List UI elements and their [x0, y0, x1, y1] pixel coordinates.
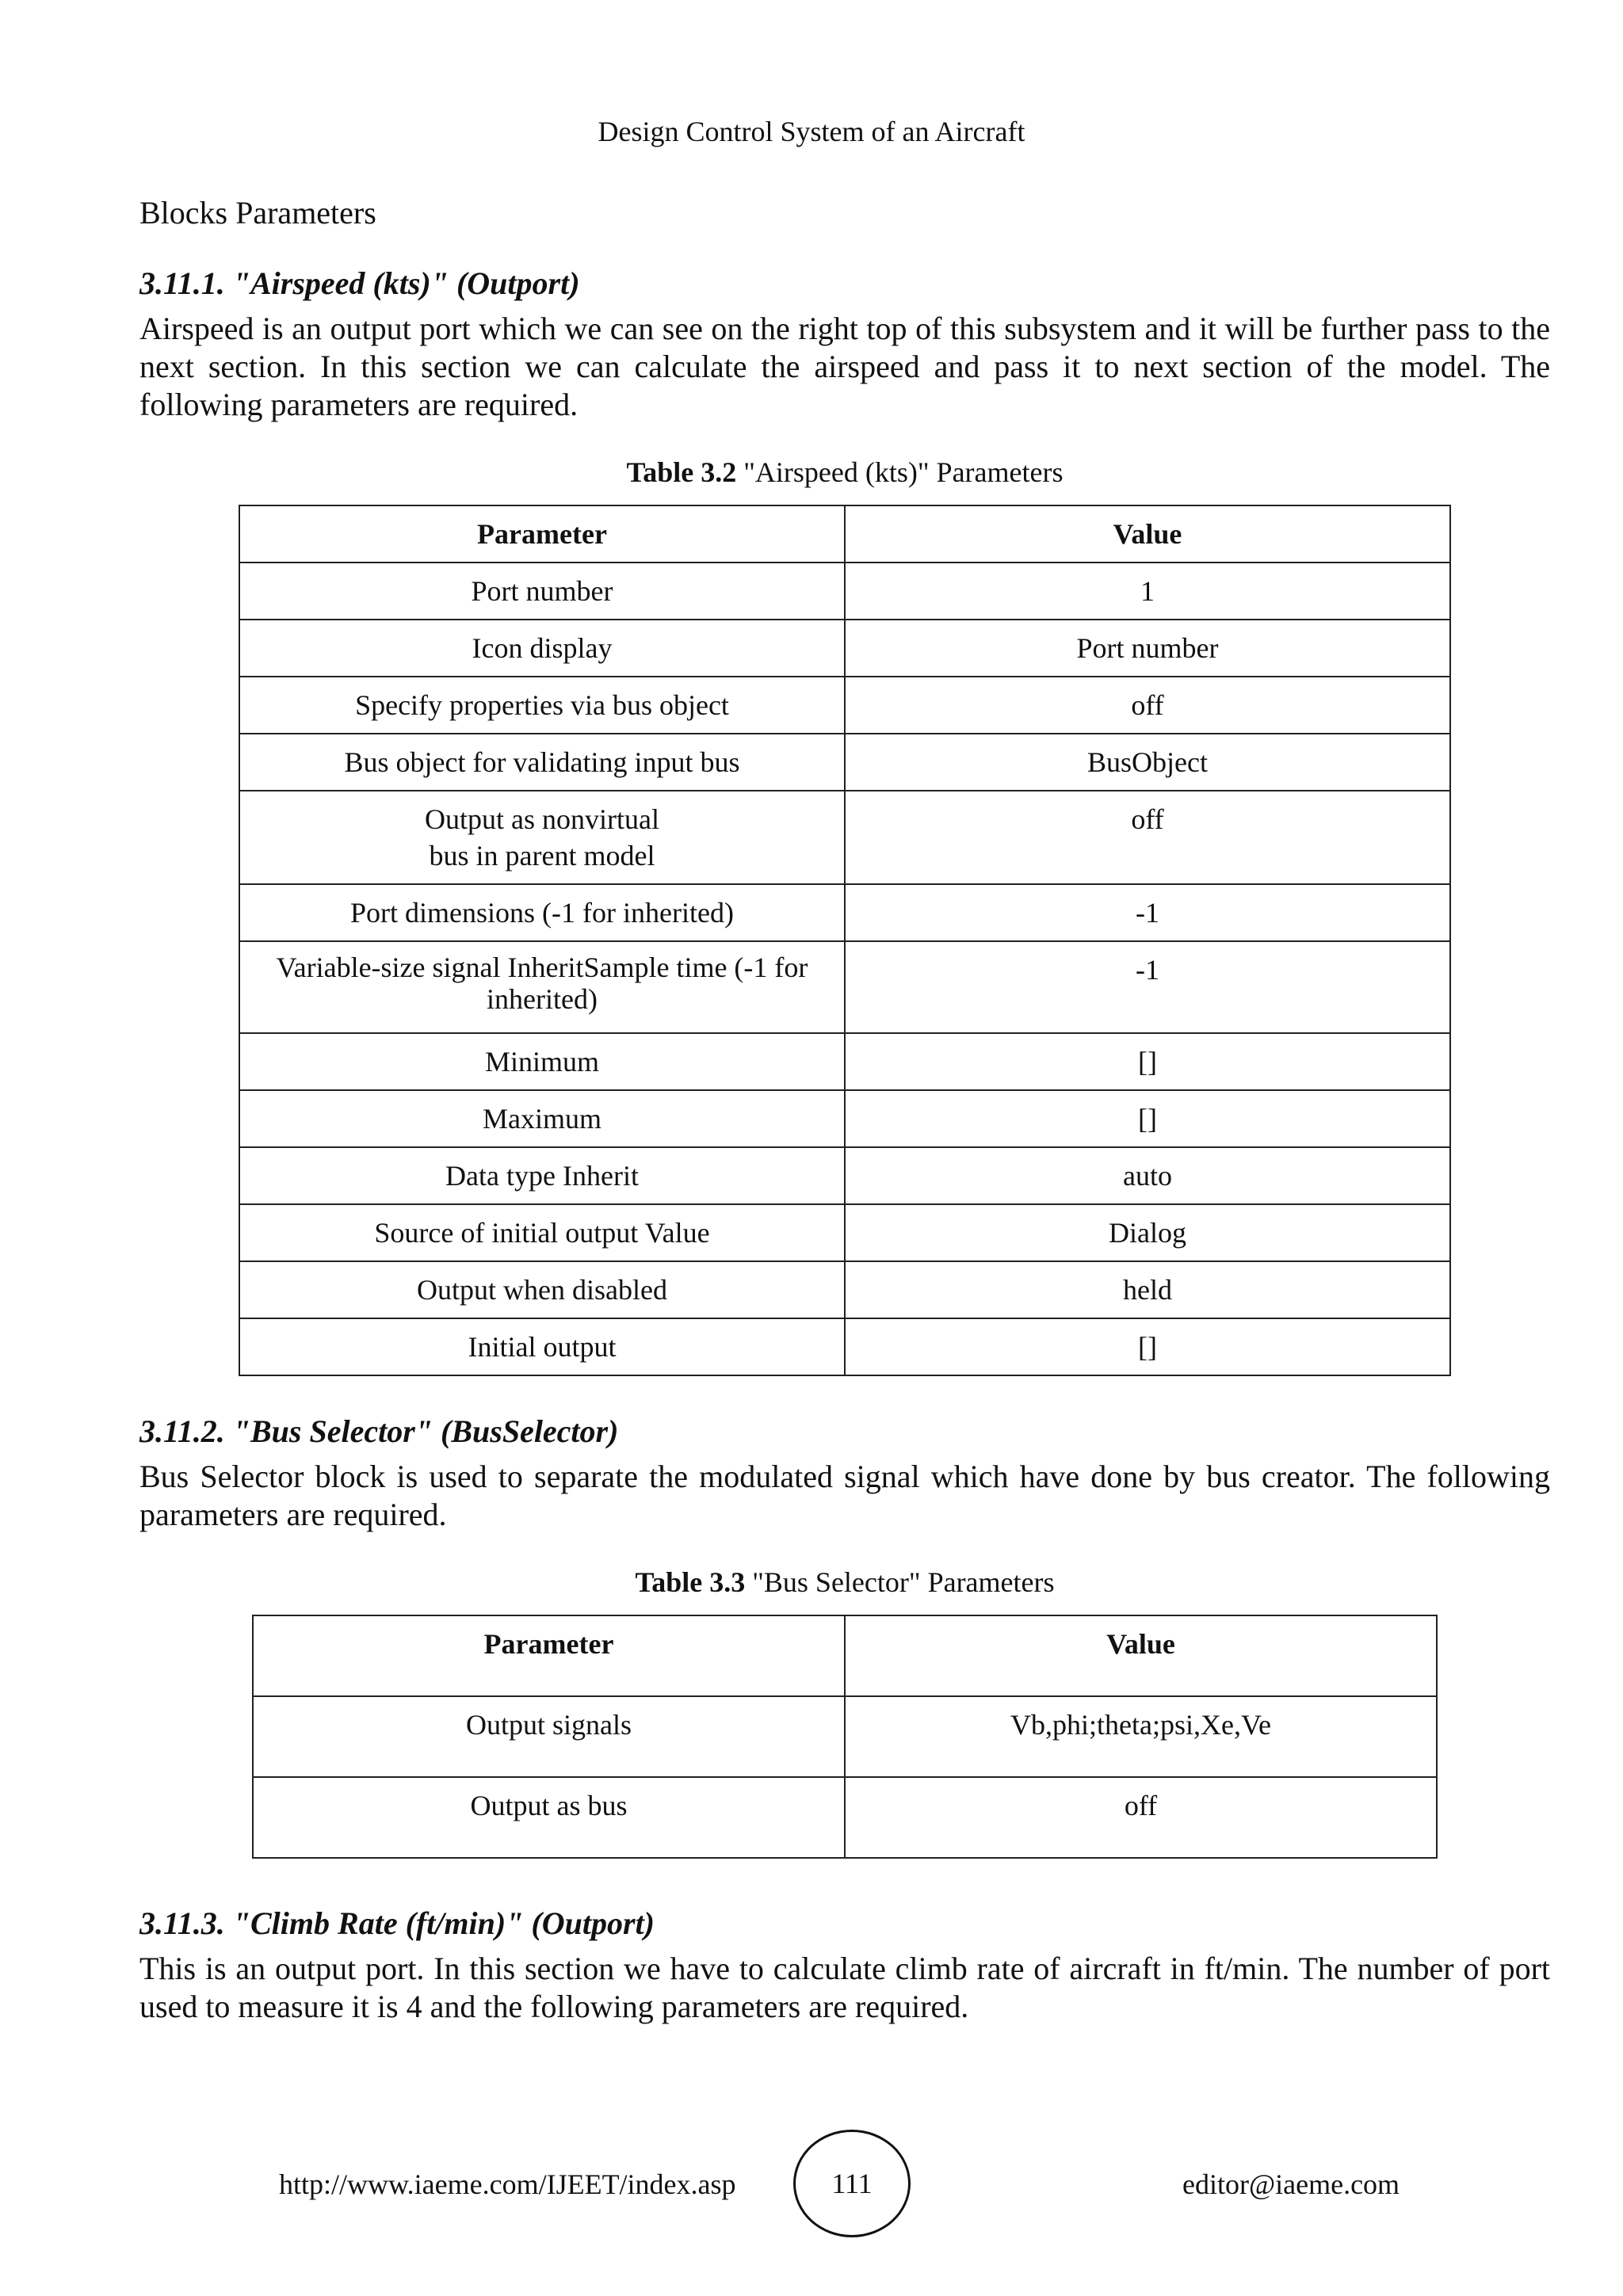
- parameter-cell: Initial output: [239, 1318, 845, 1375]
- value-cell: []: [845, 1318, 1450, 1375]
- parameter-cell: Variable-size signal InheritSample time (-1 for inherited): [239, 941, 845, 1033]
- table-caption-text: "Bus Selector" Parameters: [745, 1566, 1055, 1598]
- table-caption-airspeed: [139, 456, 1550, 489]
- table-row: [239, 677, 1450, 734]
- value-cell: Dialog: [845, 1204, 1450, 1261]
- table-header-row: [253, 1615, 1437, 1696]
- parameter-cell: Data type Inherit: [239, 1147, 845, 1204]
- header-value: Value: [845, 505, 1450, 563]
- table-row: [239, 1204, 1450, 1261]
- section-title-climb-rate: 3.11.3. "Climb Rate (ft/min)" (Outport): [139, 1905, 655, 1941]
- table-header-row: [239, 505, 1450, 563]
- parameter-cell: Icon display: [239, 620, 845, 677]
- value-cell: BusObject: [845, 734, 1450, 791]
- parameter-cell: Bus object for validating input bus: [239, 734, 845, 791]
- parameter-cell: Output when disabled: [239, 1261, 845, 1318]
- parameter-cell: Output as bus: [253, 1777, 845, 1858]
- parameter-cell: Minimum: [239, 1033, 845, 1090]
- section-paragraph-climb-rate: This is an output port. In this section we have to calculate climb rate of aircraft in ft/min. The number of port used to measure it is 4 and the following parameters are required.: [139, 1951, 1550, 2024]
- parameter-cell: Port number: [239, 563, 845, 620]
- value-cell: 1: [845, 563, 1450, 620]
- value-cell: held: [845, 1261, 1450, 1318]
- table-row: [239, 1318, 1450, 1375]
- table-row: [239, 734, 1450, 791]
- parameter-cell: Source of initial output Value: [239, 1204, 845, 1261]
- parameter-cell: Output signals: [253, 1696, 845, 1777]
- table-row: [239, 1147, 1450, 1204]
- page-content: [139, 194, 1550, 2058]
- table-row: [239, 1090, 1450, 1147]
- value-cell: auto: [845, 1147, 1450, 1204]
- header-value: Value: [845, 1615, 1437, 1696]
- value-cell: off: [845, 677, 1450, 734]
- footer-email-link[interactable]: editor@iaeme.com: [1182, 2168, 1400, 2200]
- table-row: [239, 791, 1450, 884]
- table-row: [253, 1696, 1437, 1777]
- section-title-bus-selector: 3.11.2. "Bus Selector" (BusSelector): [139, 1413, 619, 1449]
- section-paragraph-airspeed: Airspeed is an output port which we can see on the right top of this subsystem and it will be further pass to the next section. In this section we can calculate the airspeed and pass it to next section of the model. The following parameters are required.: [139, 311, 1550, 422]
- parameter-cell: Port dimensions (-1 for inherited): [239, 884, 845, 941]
- table-row: [253, 1777, 1437, 1858]
- table-row: [239, 563, 1450, 620]
- header-parameter: Parameter: [239, 505, 845, 563]
- parameter-cell: Output as nonvirtual bus in parent model: [239, 791, 845, 884]
- section-paragraph-bus-selector: Bus Selector block is used to separate the modulated signal which have done by bus creator. The following parameters are required.: [139, 1459, 1550, 1532]
- table-row: [239, 1261, 1450, 1318]
- section-title-airspeed: 3.11.1. "Airspeed (kts)" (Outport): [139, 265, 580, 301]
- bus-selector-parameters-table: [252, 1615, 1438, 1859]
- table-caption-label: Table 3.3: [635, 1566, 746, 1598]
- table-caption-text: "Airspeed (kts)" Parameters: [736, 456, 1064, 488]
- value-cell: off: [845, 1777, 1437, 1858]
- table-caption-label: Table 3.2: [626, 456, 737, 488]
- parameter-cell: Specify properties via bus object: [239, 677, 845, 734]
- table-row: [239, 620, 1450, 677]
- value-cell: -1: [845, 941, 1450, 1033]
- value-cell: []: [845, 1090, 1450, 1147]
- value-cell: Vb,phi;theta;psi,Xe,Ve: [845, 1696, 1437, 1777]
- airspeed-parameters-table: [239, 505, 1451, 1376]
- running-header: Design Control System of an Aircraft: [598, 116, 1025, 147]
- page-number-badge: [793, 2130, 911, 2237]
- footer-url-link[interactable]: http://www.iaeme.com/IJEET/index.asp: [279, 2168, 736, 2200]
- value-cell: -1: [845, 884, 1450, 941]
- value-cell: []: [845, 1033, 1450, 1090]
- table-row: [239, 884, 1450, 941]
- table-row: [239, 941, 1450, 1033]
- page-footer: [0, 2130, 1623, 2241]
- table-caption-bus-selector: [139, 1566, 1550, 1599]
- page-number: 111: [831, 2168, 873, 2199]
- value-cell: off: [845, 791, 1450, 884]
- value-cell: Port number: [845, 620, 1450, 677]
- table-row: [239, 1033, 1450, 1090]
- intro-text: Blocks Parameters: [139, 195, 376, 231]
- parameter-cell: Maximum: [239, 1090, 845, 1147]
- header-parameter: Parameter: [253, 1615, 845, 1696]
